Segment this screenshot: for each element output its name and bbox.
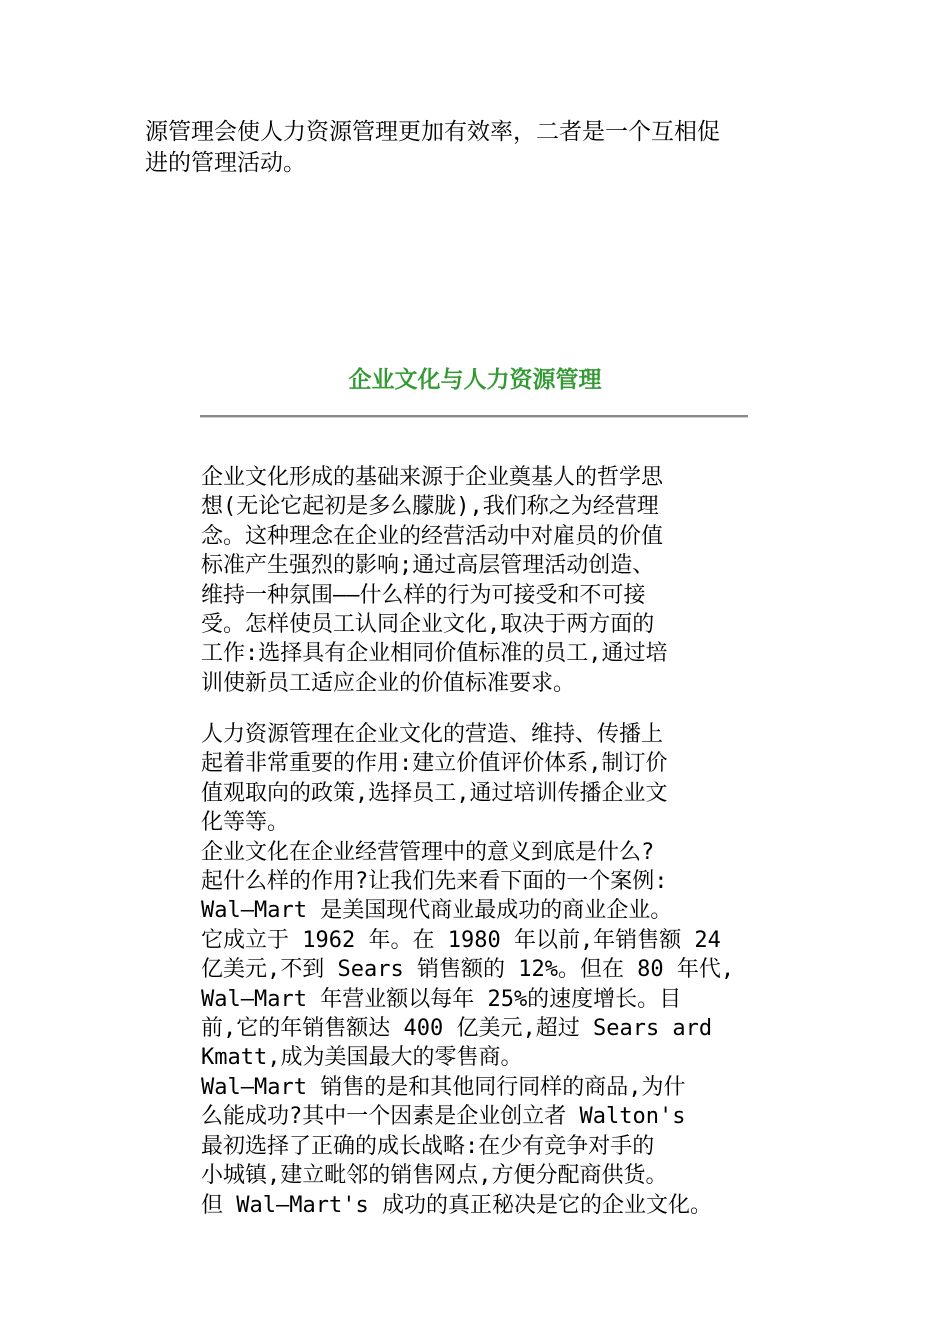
intro-paragraph (145, 117, 805, 179)
text-line: 亿美元,不到 Sears 销售额的 12%。但在 80 年代, (201, 957, 735, 983)
text-line: 小城镇,建立毗邻的销售网点,方便分配商供货。 (201, 1163, 668, 1189)
text-line: 维持一种氛围——什么样的行为可接受和不可接 (201, 582, 646, 608)
intro-line: 源管理会使人力资源管理更加有效率，二者是一个互相促 (145, 119, 720, 145)
text-line: 人力资源管理在企业文化的营造、维持、传播上 (201, 722, 664, 747)
text-line: 训使新员工适应企业的价值标准要求。 (201, 670, 576, 696)
text-line: 起着非常重要的作用:建立价值评价体系,制订价 (201, 751, 668, 777)
paragraph-culture-foundation (201, 463, 761, 698)
text-line: 化等等。 (201, 810, 290, 836)
text-line: Wal—Mart 年营业额以每年 25%的速度增长。目 (201, 986, 682, 1012)
text-line: 起什么样的作用?让我们先来看下面的一个案例: (201, 869, 668, 895)
section-title: 企业文化与人力资源管理 (348, 366, 602, 393)
text-line: 标准产生强烈的影响;通过高层管理活动创造、 (201, 553, 655, 579)
text-line: 念。这种理念在企业的经营活动中对雇员的价值 (201, 523, 664, 549)
text-line: 但 Wal—Mart's 成功的真正秘决是它的企业文化。 (201, 1192, 712, 1218)
paragraph-hr-role-walmart-case (201, 720, 761, 1220)
text-line: 么能成功?其中一个因素是企业创立者 Walton's (201, 1104, 686, 1130)
text-line: 企业文化在企业经营管理中的意义到底是什么? (201, 839, 655, 865)
title-divider (200, 415, 748, 418)
text-line: 最初选择了正确的成长战略:在少有竞争对手的 (201, 1133, 655, 1159)
text-line: Wal—Mart 销售的是和其他同行同样的商品,为什 (201, 1074, 686, 1100)
text-line: 想(无论它起初是多么朦胧),我们称之为经营理 (201, 494, 659, 520)
text-line: Kmatt,成为美国最大的零售商。 (201, 1045, 523, 1071)
text-line: Wal—Mart 是美国现代商业最成功的商业企业。 (201, 898, 673, 924)
text-line: 受。怎样使员工认同企业文化,取决于两方面的 (201, 612, 655, 638)
intro-line: 进的管理活动。 (145, 150, 306, 176)
text-line: 它成立于 1962 年。在 1980 年以前,年销售额 24 (201, 927, 721, 953)
text-line: 值观取向的政策,选择员工,通过培训传播企业文 (201, 780, 668, 806)
text-line: 前,它的年销售额达 400 亿美元,超过 Sears ard (201, 1016, 713, 1042)
text-line: 企业文化形成的基础来源于企业奠基人的哲学思 (201, 465, 664, 490)
text-line: 工作:选择具有企业相同价值标准的员工,通过培 (201, 641, 668, 667)
